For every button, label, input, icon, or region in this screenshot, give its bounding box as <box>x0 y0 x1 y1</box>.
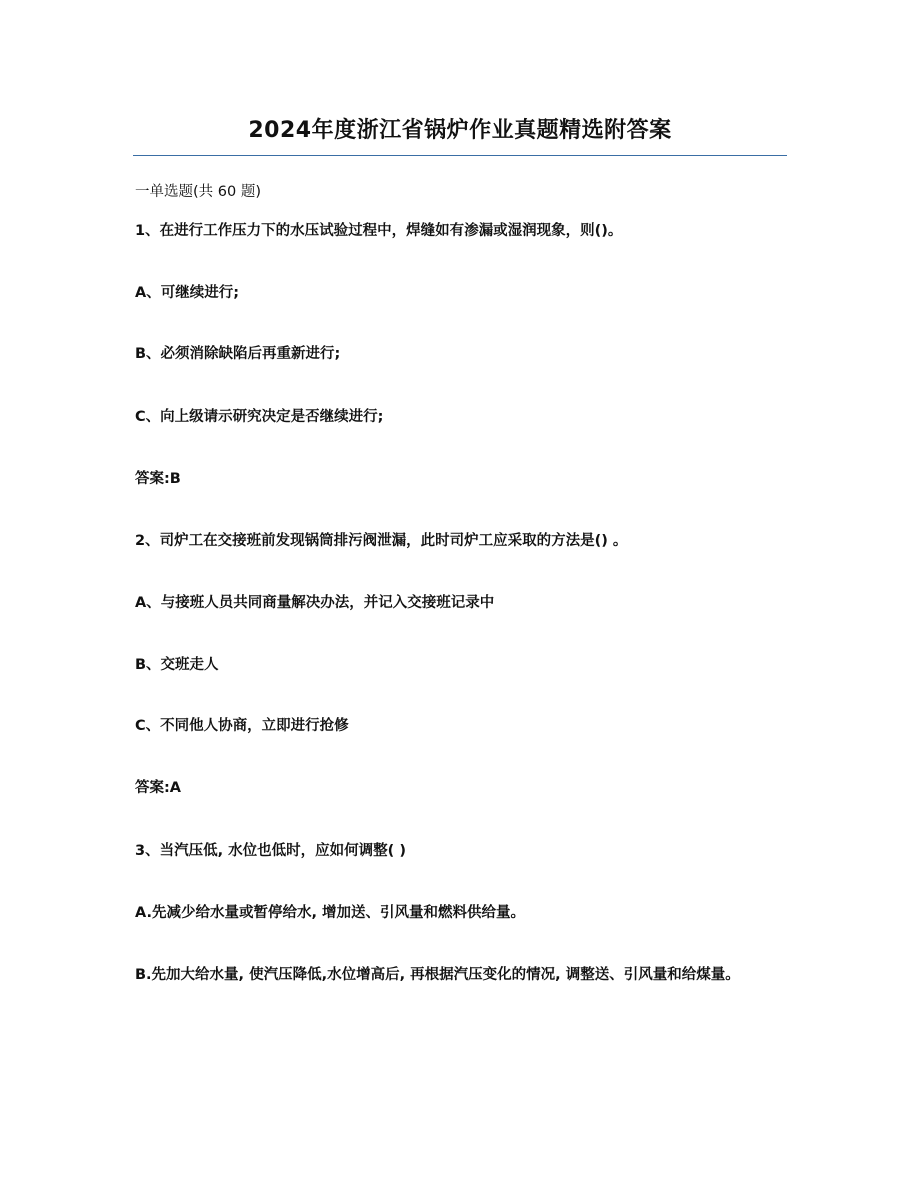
question-1-option-b: B、必须消除缺陷后再重新进行; <box>135 346 341 362</box>
question-1-answer: 答案:B <box>135 471 181 487</box>
question-3-text: 3、当汽压低, 水位也低时，应如何调整( ) <box>135 843 406 859</box>
question-2-option-b: B、交班走人 <box>135 657 219 673</box>
question-3-option-a: A.先减少给水量或暂停给水, 增加送、引风量和燃料供给量。 <box>135 905 526 921</box>
question-3-option-b: B.先加大给水量, 使汽压降低,水位增高后, 再根据汽压变化的情况, 调整送、引风量和给煤量。 <box>135 967 740 983</box>
question-2-answer: 答案:A <box>135 780 182 796</box>
question-1-text: 1、在进行工作压力下的水压试验过程中，焊缝如有渗漏或湿润现象，则()。 <box>135 223 623 239</box>
question-2-option-a: A、与接班人员共同商量解决办法，并记入交接班记录中 <box>135 595 495 611</box>
title-divider <box>133 155 787 156</box>
question-2-option-c: C、不同他人协商，立即进行抢修 <box>135 718 349 734</box>
question-2-text: 2、司炉工在交接班前发现锅筒排污阀泄漏，此时司炉工应采取的方法是() 。 <box>135 533 628 549</box>
question-1-option-a: A、可继续进行; <box>135 285 240 301</box>
page-title: 2024年度浙江省锅炉作业真题精选附答案 <box>248 118 672 143</box>
section-header: 一单选题(共 60 题) <box>135 184 261 200</box>
question-1-option-c: C、向上级请示研究决定是否继续进行; <box>135 409 384 425</box>
